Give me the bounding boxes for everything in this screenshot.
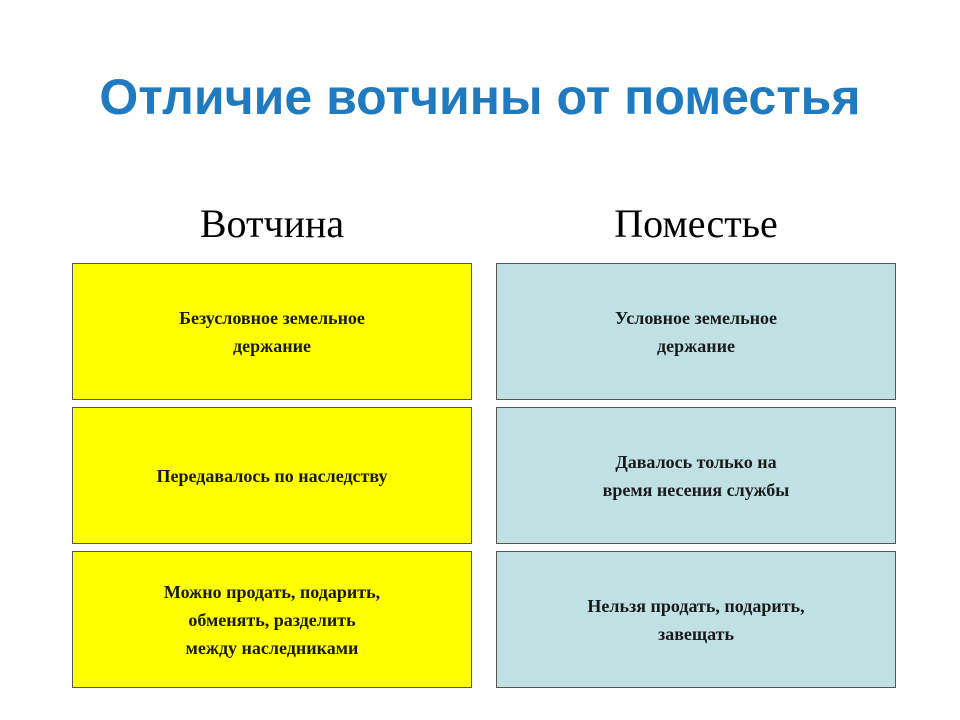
slide-title: Отличие вотчины от поместья (99, 69, 861, 125)
votchina-card-1: Безусловное земельное держание (72, 263, 472, 400)
pomestie-card-2: Давалось только на время несения службы (496, 407, 896, 544)
pomestie-card-1: Условное земельное держание (496, 263, 896, 400)
pomestie-card-3: Нельзя продать, подарить, завещать (496, 551, 896, 688)
column-header-votchina: Вотчина (199, 201, 345, 246)
column-header-pomestie: Поместье (614, 201, 778, 246)
votchina-card-2: Передавалось по наследству (72, 407, 472, 544)
votchina-card-3: Можно продать, подарить, обменять, разделить между наследниками (72, 551, 472, 688)
